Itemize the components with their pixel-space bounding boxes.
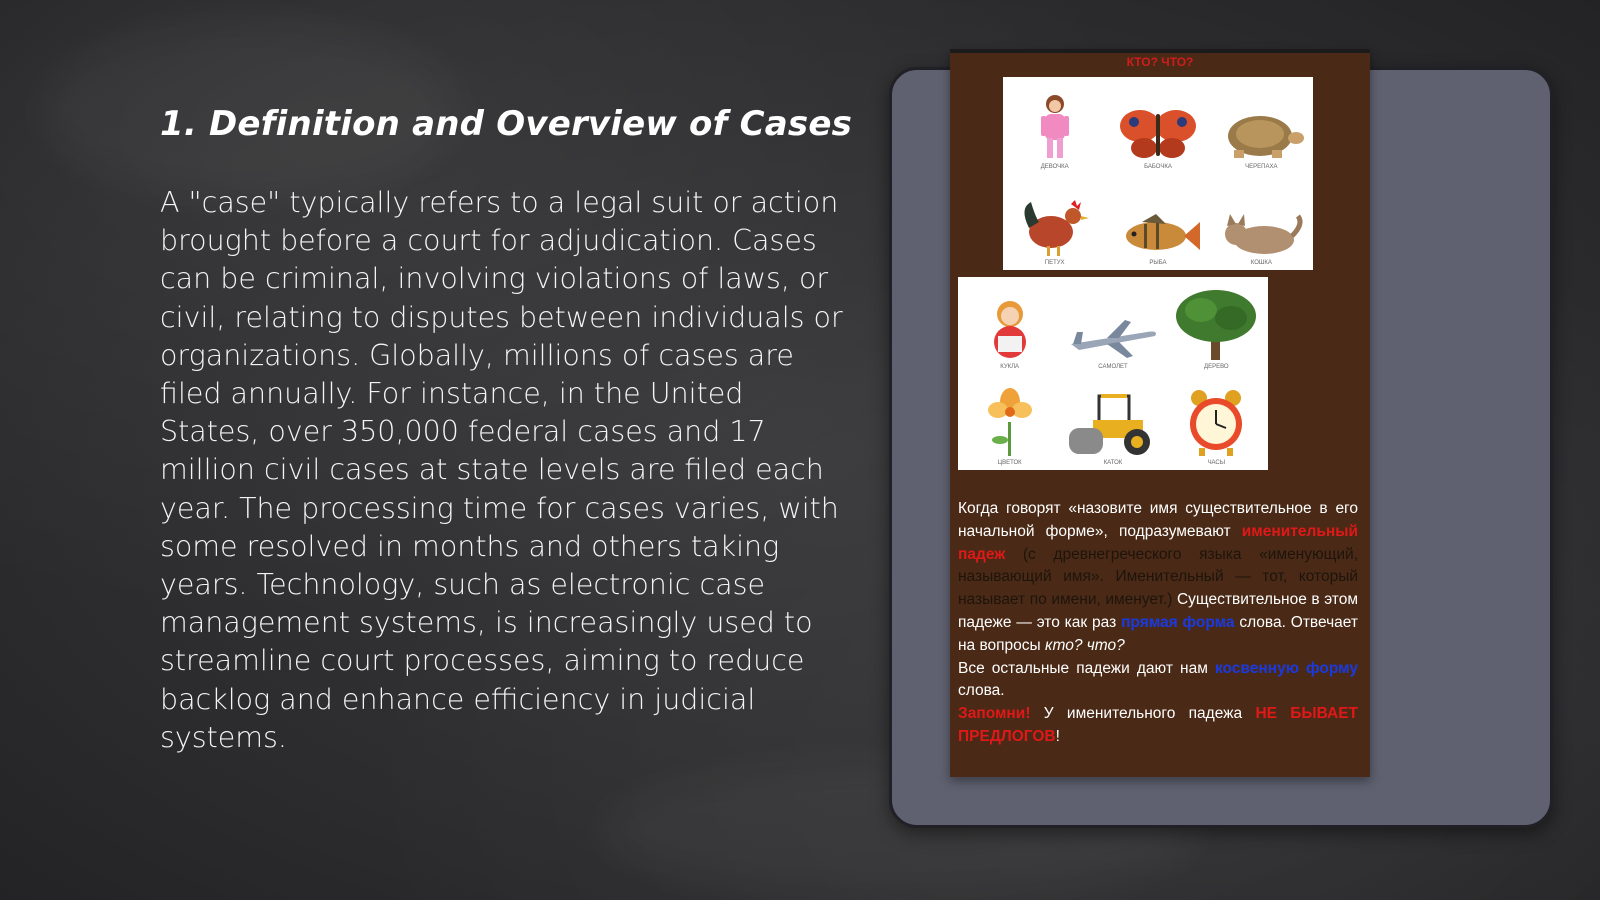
picture-caption: ДЕРЕВО [1204,363,1229,370]
cat-icon [1218,210,1304,258]
picture-cell [1165,374,1268,471]
obscured-text: (с древнегреческого языка «именующий, называющий имя». Именительный — тот, который называет по имени, именует.) [958,545,1358,609]
butterfly-icon [1118,104,1198,162]
picture-caption: КОШКА [1250,260,1272,266]
picture-cell [1165,277,1268,374]
tree-icon [1171,288,1261,362]
alarm-clock-icon [1185,388,1247,458]
picture-caption: ЧЕРЕПАХА [1245,163,1278,170]
picture-caption: РЫБА [1149,260,1167,266]
paragraph-text: Существительное в этом падеже — это как раз [958,591,1358,631]
embedded-document-image [950,49,1370,777]
highlight-red: НЕ БЫВАЕТ ПРЕДЛОГОВ [958,705,1359,745]
picture-caption: БАБОЧКА [1144,163,1172,170]
highlight-red: Запомни! [958,705,1031,723]
turtle-icon [1218,108,1304,162]
picture-caption: КУКЛА [1000,363,1020,370]
paragraph-text: слова. Отвечает на вопросы [958,613,1358,654]
paragraph-text: Все остальные падежи дают нам [958,659,1215,677]
doll-icon [982,298,1038,362]
airplane-icon [1067,314,1159,362]
document-paragraph [958,498,1358,749]
fish-icon [1116,214,1200,258]
picture-cell [1003,174,1106,271]
picture-cell [1210,77,1313,174]
slide-body-text: A "case" typically refers to a legal suit or action brought before a court for adjudication. Cases can be criminal, involving violations of laws, or civil, relating to disputes between individuals or organizations. Globally, millions of cases are filed annually. For instance, in the United States, over 350,000 federal cases and 17 million civil cases at state levels are filed each year. The processing time for cases varies, with some resolved in months and others taking years. Technology, such as electronic case management systems, is increasingly used to streamline court processes, aiming to reduce backlog and enhance efficiency in judicial systems. [160,186,843,754]
rooster-icon [1017,198,1093,258]
highlight-blue: косвенную форму [1214,659,1358,677]
italic-text: кто? что? [1045,636,1125,654]
picture-cell [958,374,1061,471]
picture-caption: ДЕВОЧКА [1040,163,1069,170]
picture-caption: ПЕТУХ [1044,260,1065,266]
picture-cell [1061,277,1164,374]
picture-cell [1106,77,1209,174]
picture-panel-objects [958,277,1268,470]
picture-cell [958,277,1061,374]
paragraph-text: Когда говорят «назовите имя существительное в его начальной форме», подразумевают [958,500,1358,540]
paragraph-text: У именительного падежа [1030,705,1256,723]
picture-cell [1003,77,1106,174]
girl-icon [1033,92,1077,162]
paragraph-text: ! [1055,727,1060,745]
picture-caption: ЧАСЫ [1207,460,1226,466]
picture-cell [1061,374,1164,471]
road-roller-icon [1065,392,1161,458]
picture-cell [1210,174,1313,271]
highlight-blue: прямая форма [1121,613,1235,631]
picture-caption: КАТОК [1103,460,1123,466]
paragraph-text: слова. [958,682,1005,700]
picture-caption: САМОЛЕТ [1098,363,1128,370]
document-header: КТО? ЧТО? [1126,55,1194,69]
slide-title: 1. Definition and Overview of Cases [160,104,853,144]
picture-panel-animals [1003,77,1313,270]
highlight-red: именительный падеж [958,522,1358,563]
picture-caption: ЦВЕТОК [997,460,1022,466]
flower-icon [982,388,1038,458]
picture-cell [1106,174,1209,271]
